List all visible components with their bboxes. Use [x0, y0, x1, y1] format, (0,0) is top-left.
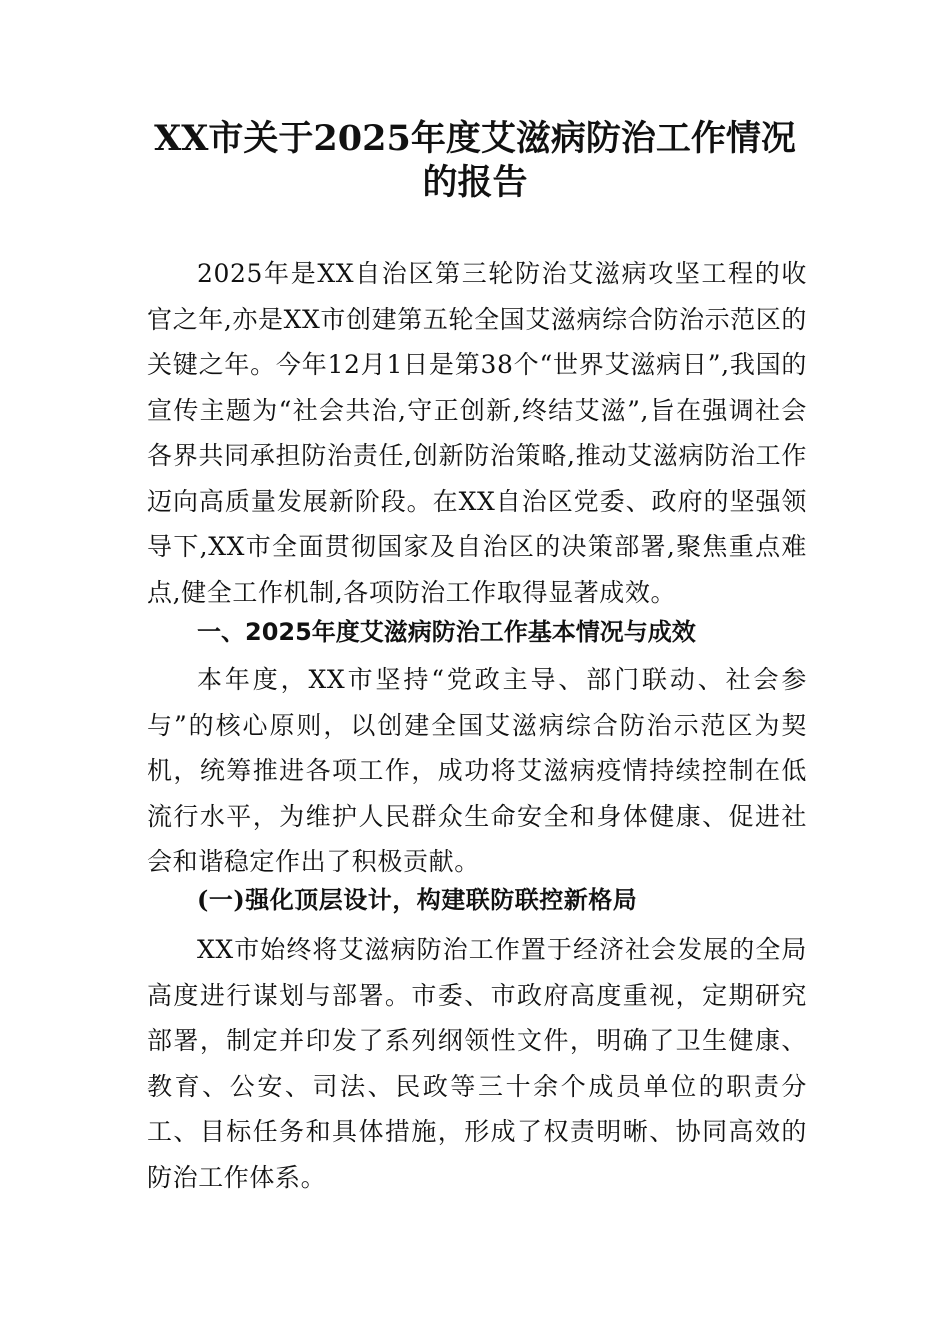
- document-title-line-1: XX市关于2025年度艾滋病防治工作情况: [154, 118, 796, 159]
- subsection-heading-1: (一)强化顶层设计，构建联防联控新格局: [197, 885, 638, 914]
- section-1-paragraph: 本年度，XX市坚持“党政主导、部门联动、社会参与”的核心原则，以创建全国艾滋病综合防治示范区为契机，统筹推进各项工作，成功将艾滋病疫情持续控制在低流行水平，为维护人民群众生命安全和身体健康、促进社会和谐稳定作出了积极贡献。: [147, 665, 807, 876]
- intro-paragraph: 2025年是XX自治区第三轮防治艾滋病攻坚工程的收官之年,亦是XX市创建第五轮全国艾滋病综合防治示范区的关键之年。今年12月1日是第38个“世界艾滋病日”,我国的宣传主题为“社会共治,守正创新,终结艾滋”,旨在强调社会各界共同承担防治责任,创新防治策略,推动艾滋病防治工作迈向高质量发展新阶段。在XX自治区党委、政府的坚强领导下,XX市全面贯彻国家及自治区的决策部署,聚焦重点难点,健全工作机制,各项防治工作取得显著成效。: [147, 259, 807, 607]
- section-heading-1: 一、2025年度艾滋病防治工作基本情况与成效: [197, 618, 696, 646]
- subsection-1-paragraph: XX市始终将艾滋病防治工作置于经济社会发展的全局高度进行谋划与部署。市委、市政府高度重视，定期研究部署，制定并印发了系列纲领性文件，明确了卫生健康、教育、公安、司法、民政等三十余个成员单位的职责分工、目标任务和具体措施，形成了权责明晰、协同高效的防治工作体系。: [147, 935, 807, 1192]
- document-title-line-2: 的报告: [422, 162, 528, 203]
